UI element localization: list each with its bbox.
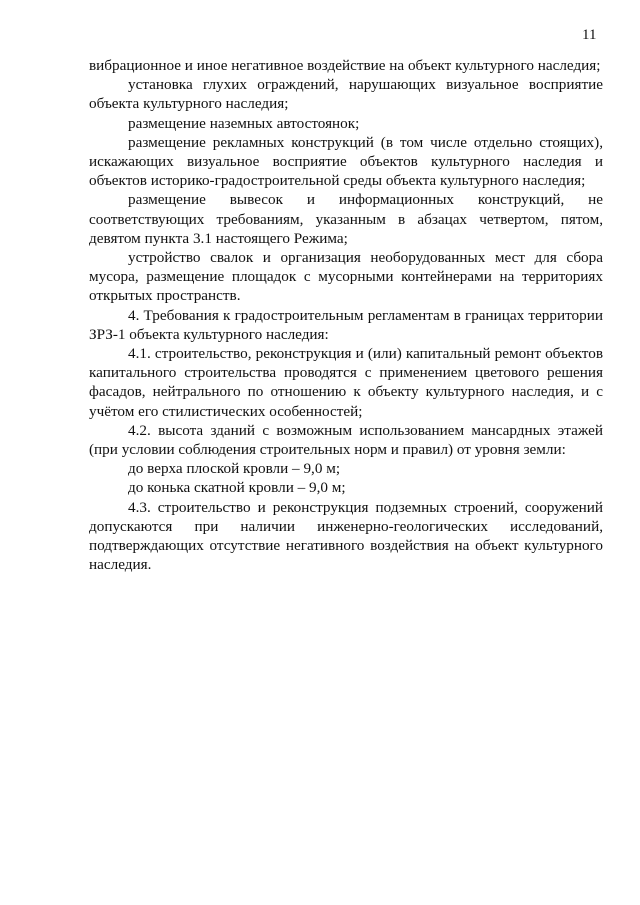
paragraph-3: размещение наземных автостоянок; [128, 114, 360, 132]
clause-4-3: 4.3. строительство и реконструкция подземных строений, сооружений допускаются при наличии инженерно-геологических исследований, подтверждающих отсутствие негативного воздействия на объект культурного наследия. [89, 498, 603, 574]
paragraph-5: размещение вывесок и информационных конструкций, не соответствующих требованиям, указанным в абзацах четвертом, пятом, девятом пункта 3.1 настоящего Режима; [89, 191, 603, 247]
paragraph-4: размещение рекламных конструкций (в том числе отдельно стоящих), искажающих визуальное восприятие объектов культурного наследия и объектов историко-градостроительной среды объекта культурного наследия; [89, 133, 603, 190]
paragraph-6: устройство свалок и организация необорудованных мест для сбора мусора, размещение площадок с мусорными контейнерами на территориях открытых пространств. [89, 249, 603, 305]
paragraph-2: установка глухих ограждений, нарушающих визуальное восприятие объекта культурного наследия; [89, 76, 603, 113]
clause-4-2: 4.2. высота зданий с возможным использованием мансардных этажей (при условии соблюдения строительных норм и правил) от уровня земли: [89, 421, 603, 459]
document-body [89, 56, 603, 574]
page-number: 11 [582, 27, 597, 43]
pitched-roof-height: до конька скатной кровли – 9,0 м; [128, 479, 346, 497]
flat-roof-height: до верха плоской кровли – 9,0 м; [128, 460, 341, 478]
clause-4-1: 4.1. строительство, реконструкция и (или) капитальный ремонт объектов капитального строительства проводятся с применением цветового решения фасадов, нейтрального по отношению к объекту культурного наследия, и с учётом его стилистических особенностей; [89, 345, 603, 420]
paragraph-1: вибрационное и иное негативное воздействие на объект культурного наследия; [89, 57, 601, 74]
section-4-heading: 4. Требования к градостроительным регламентам в границах территории ЗРЗ-1 объекта культурного наследия: [89, 306, 603, 343]
